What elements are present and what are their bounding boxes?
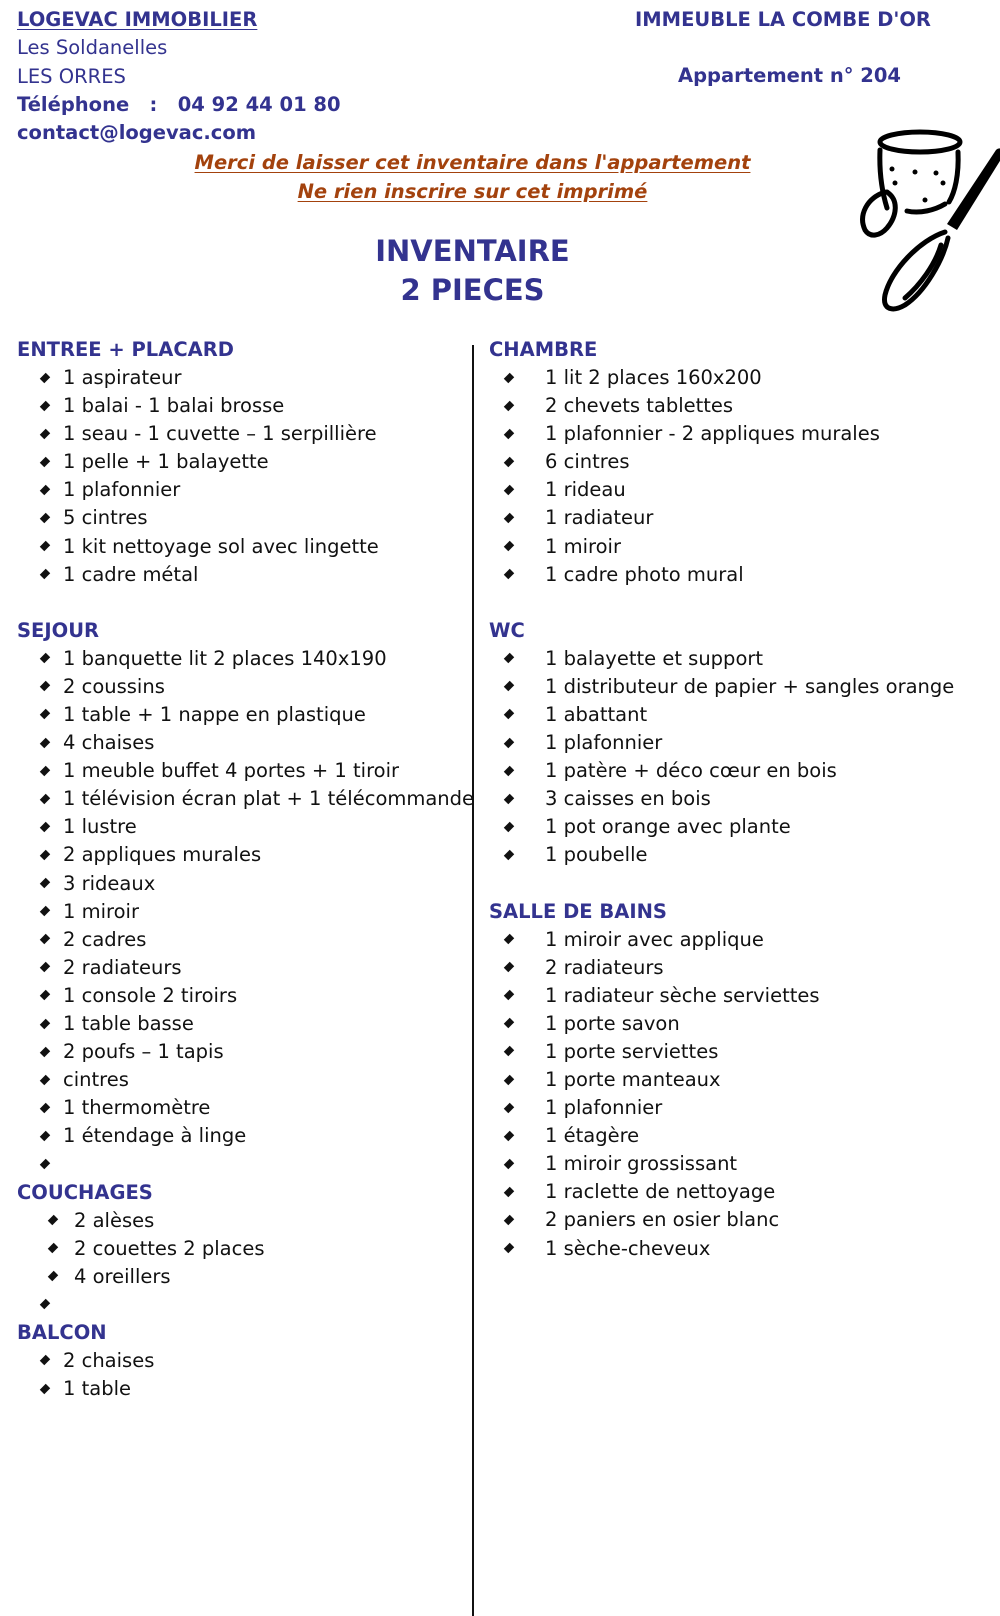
diamond-bullet-icon [40,850,49,861]
left-column [17,336,475,1403]
list-item [489,533,994,561]
list-item [489,1010,994,1038]
list-item-text: 1 étendage à linge [63,1124,247,1148]
list-item [17,870,457,898]
list-item-text: 4 oreillers [74,1264,171,1288]
list-item [17,841,457,869]
section-title-balcon: BALCON [17,1320,107,1344]
list-item-text: 5 cintres [63,506,148,530]
list-item-text: 4 chaises [63,731,155,755]
bowl-egg-whisk-icon [825,120,1000,320]
diamond-bullet-icon [40,709,49,720]
list-item-text: 1 cadre métal [63,562,199,586]
list-item [17,1010,457,1038]
page-title [0,232,945,310]
list-item-text: 2 couettes 2 places [74,1236,265,1260]
diamond-bullet-icon [40,738,49,749]
diamond-bullet-icon [40,1159,49,1170]
list-item-text: 1 meuble buffet 4 portes + 1 tiroir [63,759,400,783]
section-wc [489,617,994,870]
diamond-bullet-icon [504,934,513,945]
list-item [489,1206,994,1234]
list-item-text: 1 radiateur sèche serviettes [545,983,820,1007]
list-item [17,1207,457,1235]
list-item-text: 1 plafonnier - 2 appliques murales [545,422,880,446]
diamond-bullet-icon [504,709,513,720]
list-item-text: 1 rideau [545,478,626,502]
list-item [17,448,457,476]
list-item-text: 1 plafonnier [63,478,181,502]
diamond-bullet-icon [504,569,513,580]
section-title-sejour: SEJOUR [17,618,100,642]
list-item-text: 1 miroir [63,899,139,923]
list-item-text: 2 paniers en osier blanc [545,1208,780,1232]
diamond-bullet-icon [40,457,49,468]
list-item [489,448,994,476]
list-item-text: 3 rideaux [63,871,156,895]
list-item [17,1122,457,1150]
diamond-bullet-icon [40,1019,49,1030]
item-list-couchages-empty [17,1291,457,1319]
list-item [17,898,457,926]
list-item-empty [17,1291,457,1319]
diamond-bullet-icon [504,822,513,833]
building-info [560,6,1000,87]
list-item-text: 2 cadres [63,927,147,951]
diamond-bullet-icon [48,1215,57,1226]
item-list-sejour [17,645,475,1179]
diamond-bullet-icon [504,1103,513,1114]
list-item-text: 1 distributeur de papier + sangles orange [545,674,955,698]
diamond-bullet-icon [504,401,513,412]
list-item [17,954,457,982]
diamond-bullet-icon [40,1355,49,1366]
list-item [489,954,994,982]
diamond-bullet-icon [504,1046,513,1057]
list-item [489,841,994,869]
list-item-text: 1 plafonnier [545,1096,663,1120]
list-item [17,813,457,841]
diamond-bullet-icon [504,1159,513,1170]
diamond-bullet-icon [504,1187,513,1198]
section-title-entree: ENTREE + PLACARD [17,338,234,361]
diamond-bullet-icon [504,794,513,805]
diamond-bullet-icon [40,485,49,496]
list-item-text: 1 porte serviettes [545,1039,719,1063]
list-item-text: 1 kit nettoyage sol avec lingette [63,534,379,558]
list-item [489,982,994,1010]
diamond-bullet-icon [48,1271,57,1282]
list-item [489,813,994,841]
list-item [17,561,457,589]
diamond-bullet-icon [40,878,49,889]
building-name: IMMEUBLE LA COMBE D'OR [635,8,931,31]
section-couchages [17,1179,457,1319]
list-item-text: 1 plafonnier [545,731,663,755]
section-balcon [17,1319,457,1403]
list-item [17,757,457,785]
section-sdb [489,898,994,1263]
list-item [17,673,457,701]
section-sejour [17,617,475,1179]
list-item [489,757,994,785]
item-list-balcon [17,1347,457,1403]
diamond-bullet-icon [40,1075,49,1086]
list-item [17,1038,457,1066]
diamond-bullet-icon [40,401,49,412]
diamond-bullet-icon [40,1384,49,1395]
diamond-bullet-icon [504,681,513,692]
list-item [17,1375,457,1403]
right-column [489,336,994,1263]
diamond-bullet-icon [40,1131,49,1142]
list-item-text: 1 porte savon [545,1011,680,1035]
diamond-bullet-icon [40,541,49,552]
list-item-text: 1 console 2 tiroirs [63,983,238,1007]
diamond-bullet-icon [40,794,49,805]
list-item-text: 1 balai - 1 balai brosse [63,394,285,418]
list-item [17,701,457,729]
diamond-bullet-icon [40,990,49,1001]
list-item [489,561,994,589]
diamond-bullet-icon [40,1047,49,1058]
title-line-1: INVENTAIRE [375,234,570,268]
list-item [489,926,994,954]
list-item-text: 1 miroir [545,534,621,558]
diamond-bullet-icon [504,513,513,524]
diamond-bullet-icon [40,569,49,580]
list-item-text: 1 télévision écran plat + 1 télécommande [63,787,475,811]
diamond-bullet-icon [504,457,513,468]
list-item-text: 1 patère + déco cœur en bois [545,759,837,783]
agency-phone: Téléphone : 04 92 44 01 80 [17,92,341,116]
list-item [17,1263,457,1291]
list-item [489,1150,994,1178]
list-item [17,392,457,420]
diamond-bullet-icon [504,738,513,749]
list-item-text: 1 banquette lit 2 places 140x190 [63,646,387,670]
list-item-text: 1 table basse [63,1011,194,1035]
list-item-text: 1 miroir avec applique [545,927,764,951]
list-item [489,1094,994,1122]
diamond-bullet-icon [48,1243,57,1254]
list-item [489,476,994,504]
list-item-text: 1 seau - 1 cuvette – 1 serpillière [63,422,377,446]
list-item-text: 2 coussins [63,674,165,698]
list-item-text: 1 miroir grossissant [545,1152,738,1176]
list-item-text: 1 thermomètre [63,1096,211,1120]
list-item-text: 1 balayette et support [545,646,764,670]
list-item [17,785,475,813]
agency-info [17,6,341,147]
item-list-wc [489,645,994,870]
section-entree [17,336,457,589]
list-item-text: 1 aspirateur [63,366,182,389]
diamond-bullet-icon [40,373,49,384]
list-item [489,1038,994,1066]
section-title-wc: WC [489,618,525,642]
list-item-text: 1 poubelle [545,843,648,867]
list-item-text: 2 appliques murales [63,843,262,867]
diamond-bullet-icon [504,541,513,552]
agency-address-line1: Les Soldanelles [17,36,168,60]
list-item [17,504,457,532]
diamond-bullet-icon [40,934,49,945]
diamond-bullet-icon [40,822,49,833]
list-item-text: 1 radiateur [545,506,654,530]
list-item [489,785,994,813]
list-item [489,1178,994,1206]
warning-line-1: Merci de laisser cet inventaire dans l'appartement [194,151,751,174]
agency-name: LOGEVAC IMMOBILIER [17,8,258,31]
list-item [489,673,994,701]
list-item-text: 1 lit 2 places 160x200 [545,366,762,389]
diamond-bullet-icon [504,990,513,1001]
section-title-sdb: SALLE DE BAINS [489,899,667,923]
list-item-text: 1 lustre [63,815,137,839]
list-item-text: 1 étagère [545,1124,640,1148]
section-chambre [489,336,994,589]
list-item [17,420,457,448]
list-item [17,364,457,392]
list-item-text: 1 cadre photo mural [545,562,744,586]
diamond-bullet-icon [504,1243,513,1254]
list-item-text: 1 pelle + 1 balayette [63,450,269,474]
diamond-bullet-icon [504,1215,513,1226]
title-line-2: 2 PIECES [400,273,545,307]
list-item-text: 1 table + 1 nappe en plastique [63,702,366,726]
diamond-bullet-icon [40,906,49,917]
list-item-text: 6 cintres [545,450,630,474]
list-item [489,392,994,420]
list-item-text: 2 poufs – 1 tapis [63,1040,224,1064]
agency-email[interactable]: contact@logevac.com [17,121,257,145]
section-title-couchages: COUCHAGES [17,1180,153,1204]
diamond-bullet-icon [40,1299,49,1310]
list-item-text: 2 radiateurs [545,955,664,979]
item-list-couchages [17,1207,457,1291]
list-item [17,1094,457,1122]
list-item [17,476,457,504]
list-item-text: 2 chevets tablettes [545,394,734,418]
list-item [489,1235,994,1263]
column-divider [472,345,474,1616]
item-list-entree [17,364,457,589]
item-list-chambre [489,364,994,589]
warning-notice [0,148,945,206]
list-item [17,1347,457,1375]
list-item [489,1066,994,1094]
list-item-text: 1 table [63,1377,131,1400]
diamond-bullet-icon [40,513,49,524]
diamond-bullet-icon [40,681,49,692]
list-item-text: 2 alèses [74,1208,155,1232]
diamond-bullet-icon [504,962,513,973]
list-item-text: 2 radiateurs [63,955,182,979]
list-item-text: 1 raclette de nettoyage [545,1180,776,1204]
diamond-bullet-icon [504,653,513,664]
list-item [489,504,994,532]
list-item [489,701,994,729]
diamond-bullet-icon [40,962,49,973]
warning-line-2: Ne rien inscrire sur cet imprimé [297,180,648,203]
diamond-bullet-icon [40,429,49,440]
diamond-bullet-icon [40,653,49,664]
section-title-chambre: CHAMBRE [489,338,598,361]
list-item [489,420,994,448]
diamond-bullet-icon [504,766,513,777]
list-item-text: 1 porte manteaux [545,1067,721,1091]
list-item-text: 1 abattant [545,702,648,726]
diamond-bullet-icon [504,429,513,440]
list-item [17,729,457,757]
list-item [17,1066,457,1094]
list-item [489,645,994,673]
list-item-text: 2 chaises [63,1348,155,1372]
diamond-bullet-icon [40,1103,49,1114]
list-item [17,926,457,954]
list-item-text: 1 sèche-cheveux [545,1236,711,1260]
diamond-bullet-icon [504,373,513,384]
diamond-bullet-icon [504,1018,513,1029]
list-item-text: cintres [63,1068,129,1092]
list-item [17,645,457,673]
list-item [489,729,994,757]
list-item [489,364,994,392]
diamond-bullet-icon [504,1075,513,1086]
list-item [17,1235,457,1263]
diamond-bullet-icon [40,766,49,777]
list-item [17,533,457,561]
apartment-number: Appartement n° 204 [678,64,901,87]
diamond-bullet-icon [504,850,513,861]
diamond-bullet-icon [504,485,513,496]
agency-address-line2: LES ORRES [17,64,126,88]
list-item-text: 3 caisses en bois [545,787,711,811]
list-item-text: 1 pot orange avec plante [545,815,791,839]
item-list-sdb [489,926,994,1263]
list-item [17,1150,457,1178]
list-item [489,1122,994,1150]
diamond-bullet-icon [504,1131,513,1142]
list-item [17,982,457,1010]
